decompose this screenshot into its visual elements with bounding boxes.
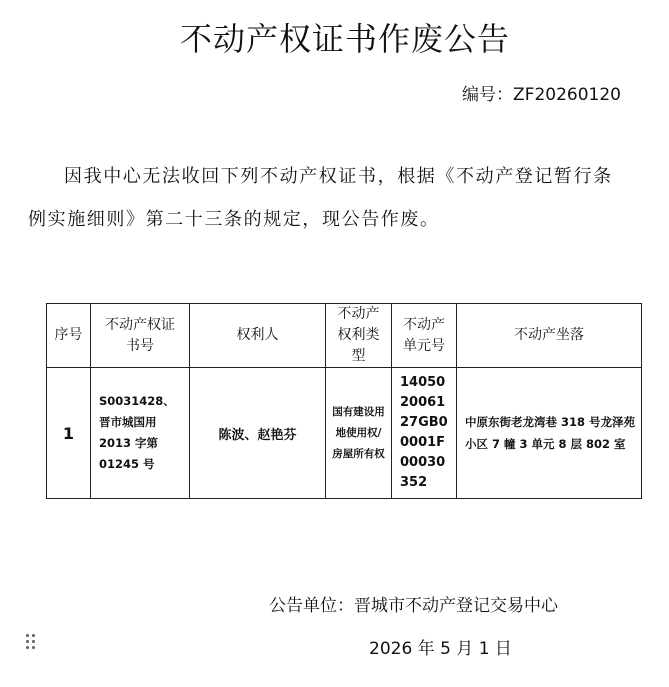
cell-right-type: 国有建设用地使用权/房屋所有权 <box>326 368 392 499</box>
header-seq: 序号 <box>47 304 91 368</box>
announcement-body: 因我中心无法收回下列不动产权证书，根据《不动产登记暂行条例实施细则》第二十三条的规定，现公告作废。 <box>28 166 613 230</box>
cell-cert-no: S0031428、晋市城国用 2013 字第 01245 号 <box>91 368 190 499</box>
table-header-row <box>47 304 642 368</box>
drag-handle-icon[interactable] <box>24 633 38 651</box>
issue-date: 2026 年 5 月 1 日 <box>369 639 512 659</box>
cell-seq: 1 <box>47 368 91 499</box>
header-right-type: 不动产权利类型 <box>326 304 392 368</box>
document-title: 不动产权证书作废公告 <box>179 20 510 58</box>
header-owner: 权利人 <box>190 304 326 368</box>
header-location: 不动产坐落 <box>457 304 642 368</box>
cell-location: 中原东街老龙湾巷 318 号龙泽苑小区 7 幢 3 单元 8 层 802 室 <box>457 368 642 499</box>
cell-unit-no: 140502006127GB00001F00030352 <box>392 368 457 499</box>
issuer-line: 公告单位：晋城市不动产登记交易中心 <box>269 596 558 616</box>
cell-owner: 陈波、赵艳芬 <box>190 368 326 499</box>
header-unit-no: 不动产单元号 <box>392 304 457 368</box>
document-number: 编号：ZF20260120 <box>462 85 621 105</box>
header-cert-no: 不动产权证书号 <box>91 304 190 368</box>
certificate-table <box>46 303 642 499</box>
table-row <box>47 368 642 499</box>
